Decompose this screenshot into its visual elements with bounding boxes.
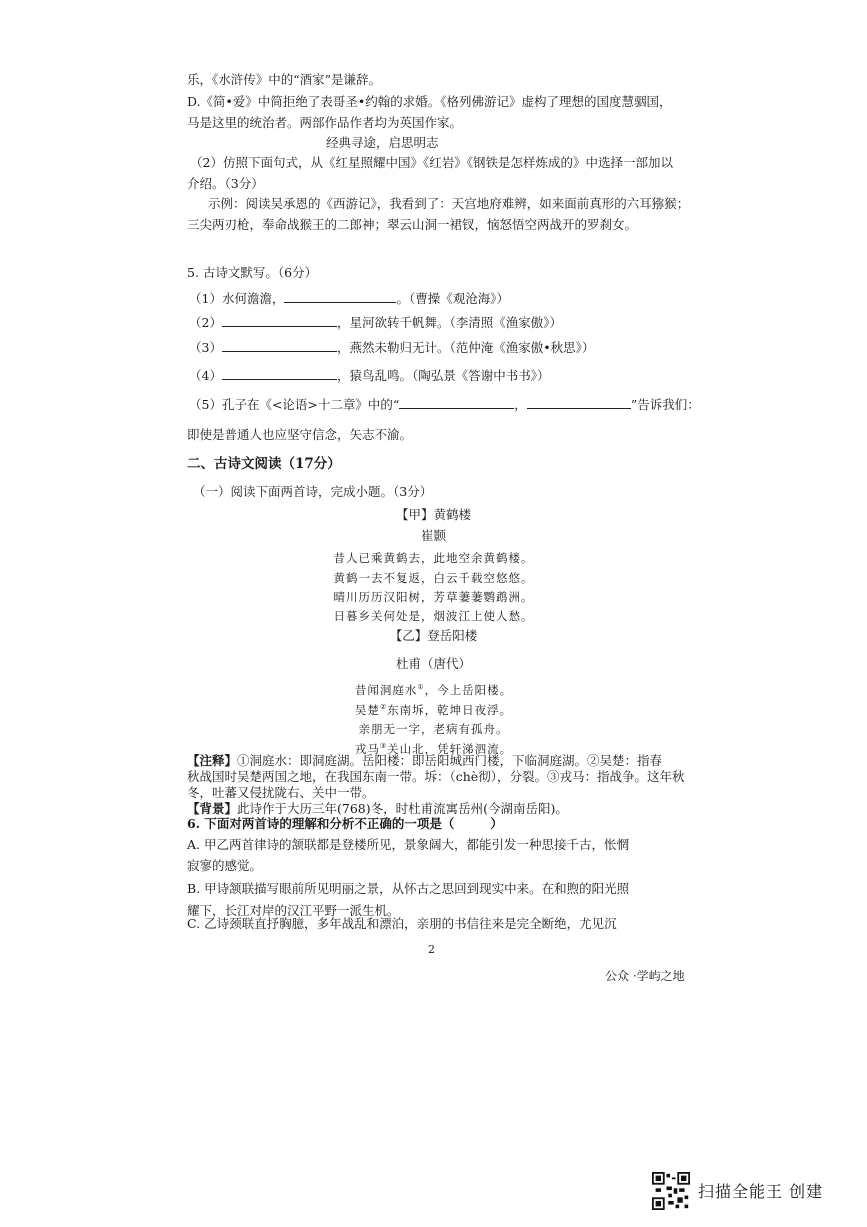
question-text: 6. 下面对两首诗的理解和分析不正确的一项是（ [187, 816, 455, 831]
footer-brand: 公众 ·学屿之地 [605, 969, 685, 983]
question-text: ） [490, 816, 503, 831]
poem-a-line: 昔人已乘黄鹤去，此地空余黄鹤楼。 [333, 551, 534, 565]
answer-blank[interactable] [222, 314, 337, 327]
question-2-line: 介绍。（3分） [187, 176, 264, 191]
question-6-stem [187, 815, 503, 833]
item-prefix: （5）孔子在《<论语>十二章》中的“ [189, 397, 400, 412]
notes-label: 【注释】 [187, 753, 238, 768]
answer-blank[interactable] [284, 290, 396, 303]
background-text: 此诗作于大历三年(768)冬，时杜甫流寓岳州(今湖南岳阳)。 [237, 801, 568, 816]
poem-a-title: 【甲】黄鹤楼 [395, 507, 471, 522]
item-prefix: （2） [189, 315, 222, 330]
poem-b-line: 亲朋无一字，老病有孤舟。 [358, 722, 509, 736]
item-prefix: （3） [189, 340, 222, 355]
poem-text: 东南坼，乾坤日夜浮。 [387, 703, 513, 717]
section-title: 经典寻途，启思明志 [326, 135, 439, 150]
poem-a-line: 日暮乡关何处是，烟波江上使人愁。 [333, 609, 534, 623]
item-suffix: ，星河欲转千帆舞。（李清照《渔家傲》） [336, 315, 562, 330]
answer-blank[interactable] [399, 396, 514, 409]
recitation-item [189, 290, 509, 308]
answer-blank[interactable] [527, 396, 631, 409]
note-marker: ① [417, 683, 425, 692]
text-line: 乐，《水浒传》中的“酒家”是谦辞。 [187, 72, 382, 87]
item-prefix: （1）水何澹澹， [189, 291, 285, 306]
text-line: 马是这里的统治者。两部作品作者均为英国作家。 [187, 115, 463, 130]
poem-b-line [0, 681, 867, 699]
recitation-item-line: 即使是普通人也应坚守信念，矢志不渝。 [187, 427, 413, 442]
poem-a-line: 晴川历历汉阳树，芳草萋萋鹦鹉洲。 [333, 590, 534, 604]
answer-blank[interactable] [222, 339, 337, 352]
scanner-watermark: 扫描全能王 创建 [698, 1182, 824, 1201]
recitation-item [189, 314, 562, 332]
note-marker: ② [379, 703, 388, 712]
notes-line: 冬，吐蕃又侵扰陇右、关中一带。 [187, 785, 375, 800]
note-marker: ③ [379, 742, 388, 751]
notes-text: ①洞庭水：即洞庭湖。岳阳楼：即岳阳城西门楼，下临洞庭湖。②吴楚：指春 [237, 753, 663, 768]
background-label: 【背景】 [187, 801, 238, 816]
recitation-item [189, 367, 549, 385]
item-suffix: ，燕然未勒归无计。（范仲淹《渔家傲•秋思》） [336, 340, 595, 355]
item-suffix: ”告诉我们： [630, 397, 700, 412]
answer-blank[interactable] [222, 367, 337, 380]
option-a-line: 寂寥的感觉。 [187, 858, 263, 873]
poem-text: 吴楚 [354, 703, 380, 717]
option-b-line: B. 甲诗颔联描写眼前所见明丽之景，从怀古之思回到现实中来。在和煦的阳光照 [187, 881, 630, 896]
qr-code-icon [652, 1172, 690, 1210]
item-mid: ， [514, 397, 527, 412]
part-2-subtitle: （一）阅读下面两首诗，完成小题。（3分） [193, 484, 433, 499]
poem-b-author: 杜甫（唐代） [395, 656, 471, 671]
poem-text: 戎马 [354, 742, 380, 756]
recitation-item [189, 339, 594, 357]
option-c-line: C. 乙诗颈联直抒胸臆，多年战乱和漂泊，亲朋的书信往来是完全断绝，尤见沉 [187, 916, 617, 931]
example-line: 三尖两刃枪，奉命战猴王的二郎神；翠云山洞一裙钗，恼怒悟空两战开的罗刹女。 [187, 217, 638, 232]
poem-b-line [0, 701, 867, 719]
question-5-title: 5. 古诗文默写。（6分） [187, 265, 318, 280]
example-line: 示例：阅读吴承恩的《西游记》，我看到了：天宫地府难辨，如来面前真形的六耳猕猴； [208, 196, 690, 211]
poem-text: ，今上岳阳楼。 [424, 683, 513, 697]
poem-a-author: 崔颢 [420, 528, 446, 543]
option-b-line: 耀下，长江对岸的汉江平野一派生机。 [187, 903, 400, 918]
poem-a-line: 黄鹤一去不复返，白云千载空悠悠。 [333, 571, 534, 585]
item-suffix: 。（曹操《观沧海》） [396, 291, 509, 306]
option-d-line: D.《简•爱》中简拒绝了表哥圣•约翰的求婚。《格列佛游记》虚构了理想的国度慧骃国， [187, 94, 672, 109]
part-2-title: 二、古诗文阅读（17分） [187, 456, 341, 472]
item-suffix: ，猿鸟乱鸣。（陶弘景《答谢中书书》） [336, 368, 550, 383]
item-prefix: （4） [189, 368, 222, 383]
recitation-item [189, 396, 700, 414]
option-a-line: A. 甲乙两首律诗的颔联都是登楼所见，景象阔大，都能引发一种思接千古，怅惘 [187, 837, 629, 852]
page-number: 2 [428, 943, 435, 956]
poem-text: 昔闻洞庭水 [354, 683, 418, 697]
question-2-line: （2）仿照下面句式，从《红星照耀中国》《红岩》《钢铁是怎样炼成的》中选择一部加以 [190, 155, 673, 170]
notes-line: 秋战国时吴楚两国之地，在我国东南一带。坼：（chè彻），分裂。③戎马：指战争。这年秋 [187, 769, 685, 784]
poem-b-title: 【乙】登岳阳楼 [389, 628, 478, 643]
poem-text: 关山北，凭轩涕泗流。 [387, 742, 513, 756]
